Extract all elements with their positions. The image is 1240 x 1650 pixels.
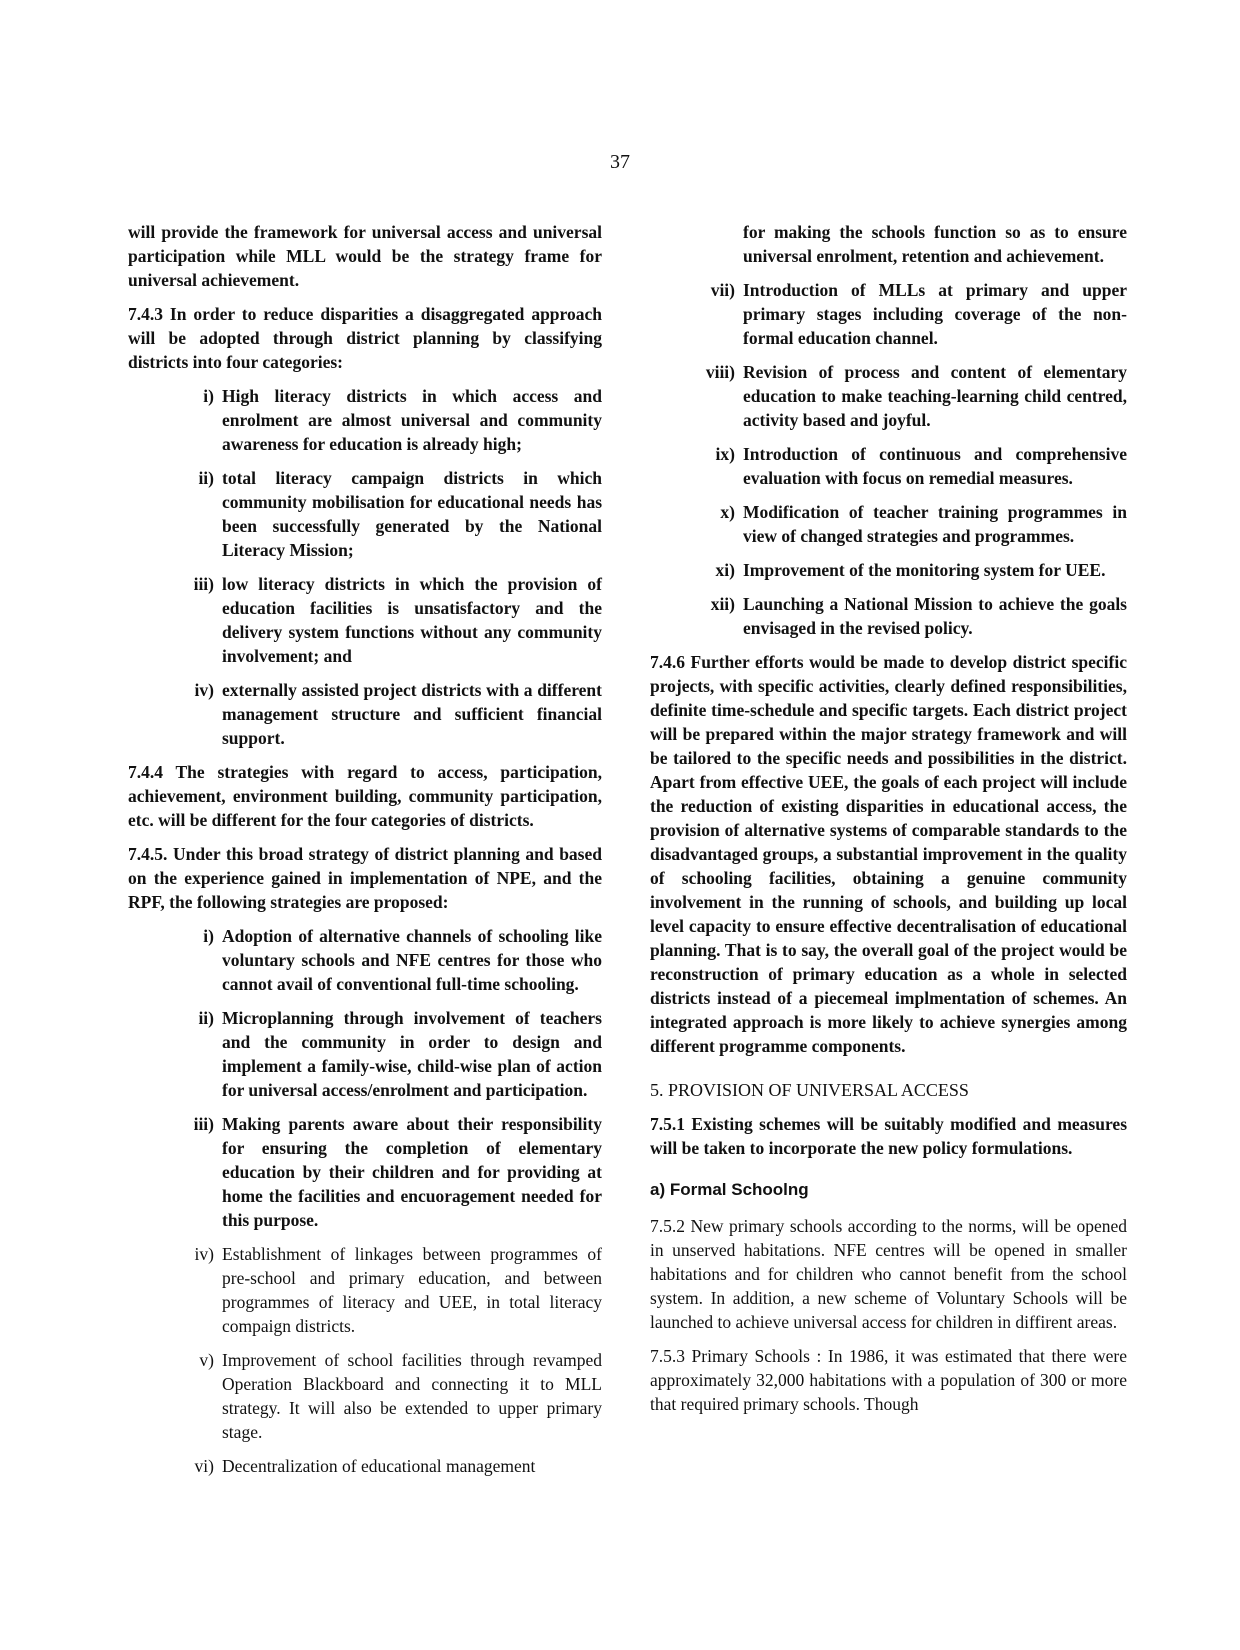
list-item-text: Microplanning through involvement of teachers and the community in order to design and implement a family-wise, child-wise plan of action for universal access/enrolment and participation.	[222, 1008, 602, 1100]
list-item	[188, 1112, 602, 1232]
list-item-number: ix)	[715, 444, 735, 464]
paragraph-7-4-4: 7.4.4 The strategies with regard to access, participation, achievement, environment building, community participation, etc. will be different for the four categories of districts.	[128, 762, 602, 830]
list-item	[188, 1006, 602, 1102]
list-item-number: v)	[199, 1350, 214, 1370]
list-item-text: Introduction of continuous and comprehensive evaluation with focus on remedial measures.	[743, 444, 1127, 488]
strategies-list-continued	[650, 278, 1127, 640]
list-item-number: vii)	[710, 280, 735, 300]
list-item-text: Introduction of MLLs at primary and upper primary stages including coverage of the non-formal education channel.	[743, 280, 1127, 348]
list-item-number: viii)	[705, 362, 735, 382]
list-item	[695, 592, 1127, 640]
list-item	[188, 572, 602, 668]
list-item-number: iii)	[193, 1114, 214, 1134]
strategies-list	[128, 924, 602, 1478]
list-item-text: Establishment of linkages between programmes of pre-school and primary education, and between programmes of literacy and UEE, in total literacy compaign districts.	[222, 1244, 602, 1336]
district-categories-list	[128, 384, 602, 750]
list-item-number: vi)	[194, 1456, 214, 1476]
list-item	[695, 500, 1127, 548]
list-item	[695, 442, 1127, 490]
list-item-text: Adoption of alternative channels of schooling like voluntary schools and NFE centres for those who cannot avail of conventional full-time schooling.	[222, 926, 602, 994]
list-item	[188, 466, 602, 562]
continued-item-text: for making the schools function so as to ensure universal enrolment, retention and achievement.	[743, 222, 1127, 266]
list-item-number: iii)	[193, 574, 214, 594]
list-item-number: ii)	[198, 468, 214, 488]
right-column	[650, 220, 1127, 1426]
list-item-text: Launching a National Mission to achieve the goals envisaged in the revised policy.	[743, 594, 1127, 638]
list-item-text: High literacy districts in which access and enrolment are almost universal and community awareness for education is already high;	[222, 386, 602, 454]
list-item-text: Making parents aware about their responsibility for ensuring the completion of elementary education by their children and for providing at home the facilities and encuoragement needed for this purpose.	[222, 1114, 602, 1230]
section-heading: 5. PROVISION OF UNIVERSAL ACCESS	[650, 1080, 969, 1100]
page-number: 37	[610, 151, 630, 173]
list-item	[188, 1242, 602, 1338]
left-column	[128, 220, 602, 1488]
list-item	[188, 924, 602, 996]
paragraph-7-5-2: 7.5.2 New primary schools according to the norms, will be opened in unserved habitations. NFE centres will be opened in smaller habitations and for children who cannot benefit from the school system. In addition, a new scheme of Voluntary Schools will be launched to achieve universal access for children in diffirent areas.	[650, 1216, 1127, 1332]
list-item-number: i)	[203, 386, 214, 406]
paragraph-7-4-6: 7.4.6 Further efforts would be made to develop district specific projects, with specific activities, clearly defined responsibilities, definite time-schedule and specific targets. Each district project will be prepared within the major strategy framework and will be tailored to the specific needs and possibilities in the district. Apart from effective UEE, the goals of each project will include the reduction of existing disparities in educational access, the provision of alternative systems of comparable standards to the disadvantaged groups, a substantial improvement in the quality of schooling facilities, obtaining a genuine community involvement in the running of schools, and building up local level capacity to ensure effective decentralisation of educational planning. That is to say, the overall goal of the project would be reconstruction of primary education as a whole in selected districts instead of a piecemeal implmentation of schemes. An integrated approach is more likely to achieve synergies among different programme components.	[650, 652, 1127, 1056]
list-item	[188, 1454, 602, 1478]
list-item-text: low literacy districts in which the provision of education facilities is unsatisfactory and the delivery system functions without any community involvement; and	[222, 574, 602, 666]
list-item	[188, 1348, 602, 1444]
paragraph-7-4-3: 7.4.3 In order to reduce disparities a disaggregated approach will be adopted through district planning by classifying districts into four categories:	[128, 304, 602, 372]
list-item	[695, 278, 1127, 350]
list-item-text: Revision of process and content of elementary education to make teaching-learning child centred, activity based and joyful.	[743, 362, 1127, 430]
paragraph-7-4-5: 7.4.5. Under this broad strategy of district planning and based on the experience gained in implementation of NPE, and the RPF, the following strategies are proposed:	[128, 844, 602, 912]
list-item	[188, 678, 602, 750]
list-item-number: xi)	[715, 560, 735, 580]
list-item-number: i)	[203, 926, 214, 946]
list-item-text: Improvement of school facilities through revamped Operation Blackboard and connecting it to MLL strategy. It will also be extended to upper primary stage.	[222, 1350, 602, 1442]
subheading-formal-schooling: a) Formal Schoolng	[650, 1180, 809, 1199]
list-item	[695, 360, 1127, 432]
paragraph-7-5-3: 7.5.3 Primary Schools : In 1986, it was estimated that there were approximately 32,000 habitations with a population of 300 or more that required primary schools. Though	[650, 1346, 1127, 1414]
list-item-text: Improvement of the monitoring system for UEE.	[743, 560, 1106, 580]
list-item-text: total literacy campaign districts in which community mobilisation for educational needs has been successfully generated by the National Literacy Mission;	[222, 468, 602, 560]
list-item-number: xii)	[710, 594, 735, 614]
list-item-number: iv)	[194, 680, 214, 700]
list-item-text: Modification of teacher training programmes in view of changed strategies and programmes.	[743, 502, 1127, 546]
list-item-text: Decentralization of educational management	[222, 1456, 536, 1476]
paragraph-7-5-1: 7.5.1 Existing schemes will be suitably modified and measures will be taken to incorporate the new policy formulations.	[650, 1114, 1127, 1158]
list-item-number: x)	[720, 502, 735, 522]
list-item-text: externally assisted project districts with a different management structure and sufficient financial support.	[222, 680, 602, 748]
list-item-number: ii)	[198, 1008, 214, 1028]
list-item	[188, 384, 602, 456]
list-item	[695, 558, 1127, 582]
intro-paragraph: will provide the framework for universal access and universal participation while MLL would be the strategy frame for universal achievement.	[128, 222, 602, 290]
list-item-number: iv)	[194, 1244, 214, 1264]
